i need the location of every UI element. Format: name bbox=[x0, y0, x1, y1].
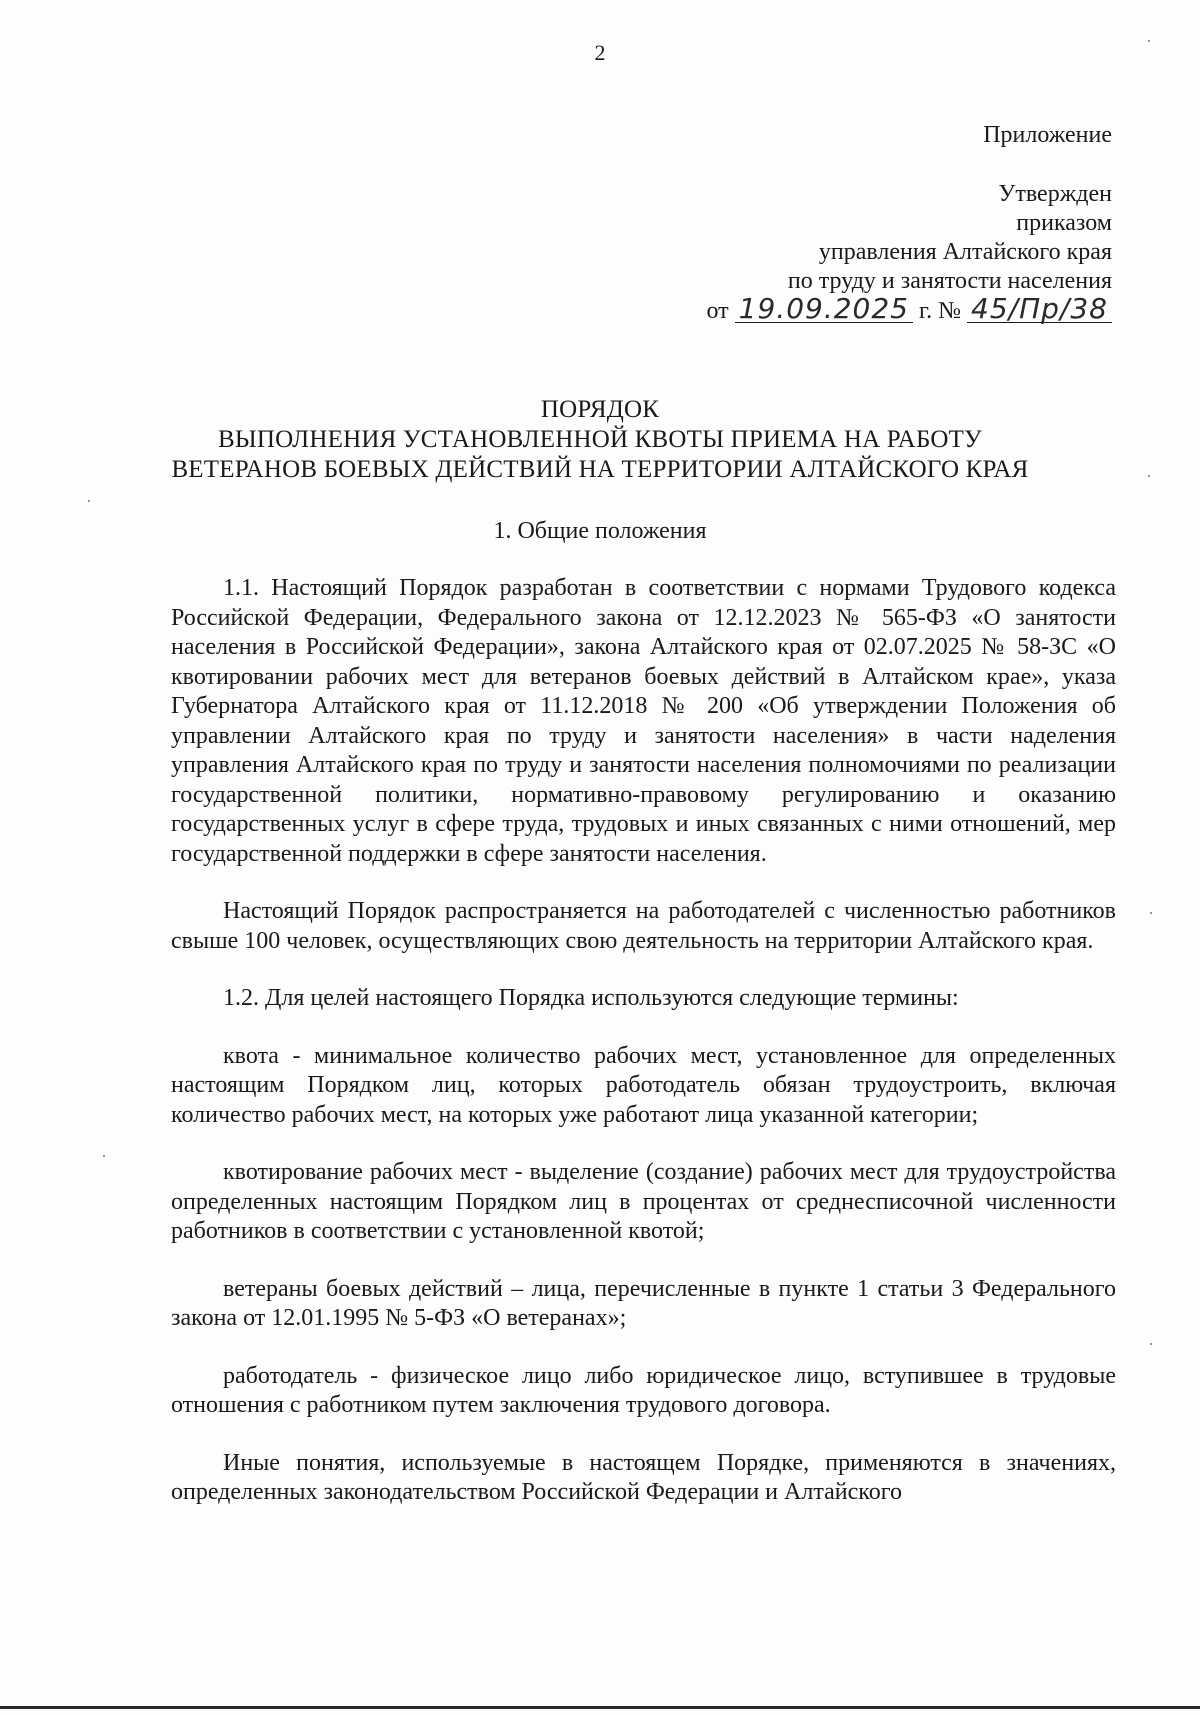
scan-speck bbox=[1150, 912, 1152, 914]
footer-rule bbox=[0, 1706, 1200, 1709]
approval-line-4: по труду и занятости населения bbox=[787, 268, 1112, 294]
scan-speck bbox=[1148, 475, 1150, 477]
scan-speck bbox=[88, 500, 90, 502]
scan-speck bbox=[103, 1155, 105, 1157]
paragraph: Настоящий Порядок распространяется на работодателей с численностью работников свыше 100 человек, осуществляющих свою деятельность на территории Алтайского края. bbox=[171, 898, 1116, 954]
approval-block bbox=[707, 180, 1113, 326]
title-line-1: ПОРЯДОК bbox=[540, 396, 660, 423]
handwritten-order-date: 19.09.2025 bbox=[735, 296, 913, 323]
paragraph: ветераны боевых действий – лица, перечисленные в пункте 1 статьи 3 Федерального закона от 12.01.1995 № 5-ФЗ «О ветеранах»; bbox=[171, 1275, 1116, 1331]
section-heading: 1. Общие положения bbox=[493, 518, 707, 544]
approval-line-2: приказом bbox=[1016, 210, 1112, 236]
paragraph: квота - минимальное количество рабочих мест, установленное для определенных настоящим Порядком лиц, которых работодатель обязан трудоустроить, включая количество рабочих мест, на которых уже работают лица указанной категории; bbox=[171, 1042, 1116, 1128]
page-number: 2 bbox=[594, 40, 606, 65]
paragraph: 1.2. Для целей настоящего Порядка используются следующие термины: bbox=[223, 985, 959, 1011]
approval-line-1: Утвержден bbox=[998, 181, 1112, 207]
order-year-number-label: г. № bbox=[919, 298, 962, 324]
order-from-prefix: от bbox=[706, 298, 729, 324]
scan-speck bbox=[1148, 40, 1150, 42]
title-line-2: ВЫПОЛНЕНИЯ УСТАНОВЛЕННОЙ КВОТЫ ПРИЕМА НА РАБОТУ bbox=[218, 426, 982, 453]
paragraph: Иные понятия, используемые в настоящем Порядке, применяются в значениях, определенных законодательством Российской Федерации и Алтайского bbox=[171, 1449, 1116, 1505]
body-text bbox=[171, 574, 1116, 1508]
approval-line-3: управления Алтайского края bbox=[818, 239, 1112, 265]
document-title bbox=[0, 395, 1200, 485]
paragraph: 1.1. Настоящий Порядок разработан в соответствии с нормами Трудового кодекса Российской Федерации, Федерального закона от 12.12.2023 № 565-ФЗ «О занятости населения в Российской Федерации», закона Алтайского края от 02.07.2025 № 58-ЗС «О квотировании рабочих мест для ветеранов боевых действий в Алтайском крае», указа Губернатора Алтайского края от 11.12.2018 № 200 «Об утверждении Положения об управлении Алтайского края по труду и занятости населения» в части наделения управления Алтайского края по труду и занятости населения полномочиями по реализации государственной политики, нормативно-правовому регулированию и оказанию государственных услуг в сфере труда, трудовых и иных связанных с ними отношений, мер государственной поддержки в сфере занятости населения. bbox=[171, 575, 1116, 867]
paragraph: работодатель - физическое лицо либо юридическое лицо, вступившее в трудовые отношения с работником путем заключения трудового договора. bbox=[171, 1362, 1116, 1418]
paragraph: квотирование рабочих мест - выделение (создание) рабочих мест для трудоустройства определенных настоящим Порядком лиц в процентах от среднесписочной численности работников в соответствии с установленной квотой; bbox=[171, 1159, 1116, 1244]
title-line-3: ВЕТЕРАНОВ БОЕВЫХ ДЕЙСТВИЙ НА ТЕРРИТОРИИ АЛТАЙСКОГО КРАЯ bbox=[171, 456, 1029, 483]
order-date-number-line bbox=[706, 292, 1113, 326]
scan-speck bbox=[1150, 1343, 1152, 1345]
appendix-label: Приложение bbox=[983, 122, 1112, 148]
handwritten-order-number: 45/Пр/38 bbox=[967, 296, 1112, 323]
